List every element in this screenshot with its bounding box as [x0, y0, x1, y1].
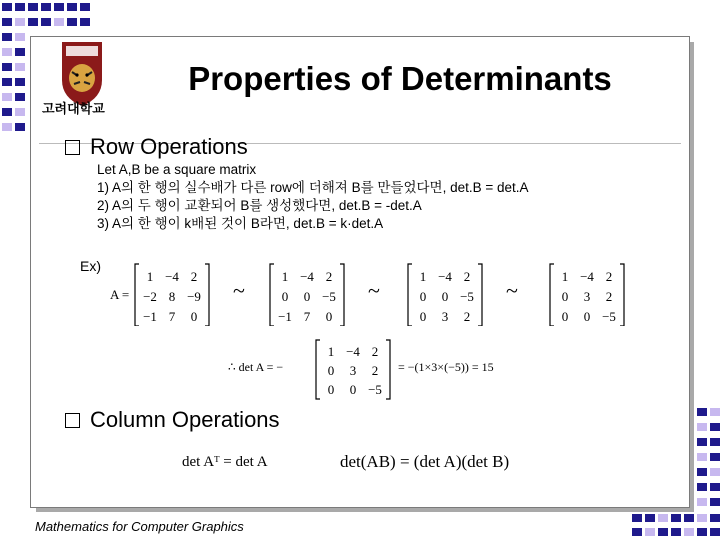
transform-arrow: ~: [506, 278, 518, 303]
checkbox-bullet-icon: [65, 413, 80, 428]
matrix-3-left-bracket: [408, 264, 412, 326]
column-operations-heading: Column Operations: [65, 407, 280, 433]
det-matrix-cell: 2: [371, 344, 379, 359]
row-operations-lines: [97, 161, 529, 233]
matrix-3-cell: 2: [463, 309, 471, 324]
matrix-3-cell: 0: [441, 289, 449, 304]
determinant-computation: [228, 338, 528, 400]
matrix-4-cell: 1: [561, 269, 569, 284]
det-matrix-right-bracket: [386, 340, 390, 399]
matrix-2-cell: 2: [325, 269, 333, 284]
university-logo: [40, 40, 124, 116]
row-operations-heading: Row Operations: [65, 134, 248, 160]
example-label: Ex): [80, 258, 101, 274]
transform-arrow: ~: [368, 278, 380, 303]
line-rule-2: 2) A의 두 행이 교환되어 B를 생성했다면, det.B = -det.A: [97, 198, 422, 213]
matrix-1-cell: 1: [146, 269, 154, 284]
logo-text: 고려대학교: [42, 101, 105, 116]
matrix-4-cell: 0: [561, 289, 569, 304]
matrix-3-right-bracket: [478, 264, 482, 326]
det-matrix-cell: 0: [327, 382, 335, 397]
slide-title: Properties of Determinants: [188, 60, 612, 97]
matrix-2-cell: 0: [325, 309, 333, 324]
matrix-2-cell: 0: [281, 289, 289, 304]
matrix-3-cell: 0: [419, 289, 427, 304]
matrix-2-cell: −1: [278, 309, 292, 324]
matrix-1-cell: 0: [190, 309, 198, 324]
matrix-2-cell: 7: [303, 309, 311, 324]
matrix-4-cell: 2: [605, 269, 613, 284]
matrix-4-cell: 0: [561, 309, 569, 324]
matrix-3-cell: 0: [419, 309, 427, 324]
det-matrix-cell: 0: [327, 363, 335, 378]
matrix-2-cell: −4: [300, 269, 314, 284]
det-result: = −(1×3×(−5)) = 15: [398, 360, 494, 374]
matrix-1-cell: −9: [187, 289, 201, 304]
matrix-3-cell: 1: [419, 269, 427, 284]
matrix-1-cell: 7: [168, 309, 176, 324]
det-matrix-left-bracket: [316, 340, 320, 399]
line-rule-1: 1) A의 한 행의 실수배가 다른 row에 더해져 B를 만들었다면, det.B = det.A: [97, 180, 529, 195]
matrix-2-cell: −5: [322, 289, 336, 304]
matrix-4-cell: −4: [580, 269, 594, 284]
matrix-4-right-bracket: [620, 264, 624, 326]
matrix-4-left-bracket: [550, 264, 554, 326]
matrix-label: A =: [110, 287, 130, 302]
det-matrix-cell: 3: [349, 363, 357, 378]
matrix-3-cell: 3: [441, 309, 449, 324]
line-intro: Let A,B be a square matrix: [97, 162, 257, 177]
det-matrix-cell: 2: [371, 363, 379, 378]
formula-transpose: det Aᵀ = det A: [182, 454, 268, 470]
matrix-4-cell: −5: [602, 309, 616, 324]
matrix-4-cell: 2: [605, 289, 613, 304]
matrix-1-right-bracket: [205, 264, 209, 326]
det-matrix-cell: −4: [346, 344, 360, 359]
det-matrix-cell: −5: [368, 382, 382, 397]
matrix-3-cell: −5: [460, 289, 474, 304]
matrix-4-cell: 3: [583, 289, 591, 304]
matrix-2-cell: 0: [303, 289, 311, 304]
matrix-3-cell: 2: [463, 269, 471, 284]
matrix-2-right-bracket: [340, 264, 344, 326]
matrix-1-cell: −4: [165, 269, 179, 284]
det-prefix: ∴ det A = −: [228, 360, 284, 374]
matrix-2-cell: 1: [281, 269, 289, 284]
transform-arrow: ~: [233, 278, 245, 303]
det-matrix-cell: 1: [327, 344, 335, 359]
det-matrix-cell: 0: [349, 382, 357, 397]
example-matrices: [110, 262, 640, 326]
matrix-4-cell: 0: [583, 309, 591, 324]
matrix-1-left-bracket: [135, 264, 139, 326]
formula-product: det(AB) = (det A)(det B): [340, 452, 510, 471]
matrix-1-cell: 8: [168, 289, 176, 304]
line-rule-3: 3) A의 한 행이 k배된 것이 B라면, det.B = k·det.A: [97, 216, 384, 231]
checkbox-bullet-icon: [65, 140, 80, 155]
matrix-2-left-bracket: [270, 264, 274, 326]
matrix-1-cell: −2: [143, 289, 157, 304]
footer-text: Mathematics for Computer Graphics: [35, 519, 244, 534]
matrix-1-cell: 2: [190, 269, 198, 284]
matrix-1-cell: −1: [143, 309, 157, 324]
matrix-3-cell: −4: [438, 269, 452, 284]
